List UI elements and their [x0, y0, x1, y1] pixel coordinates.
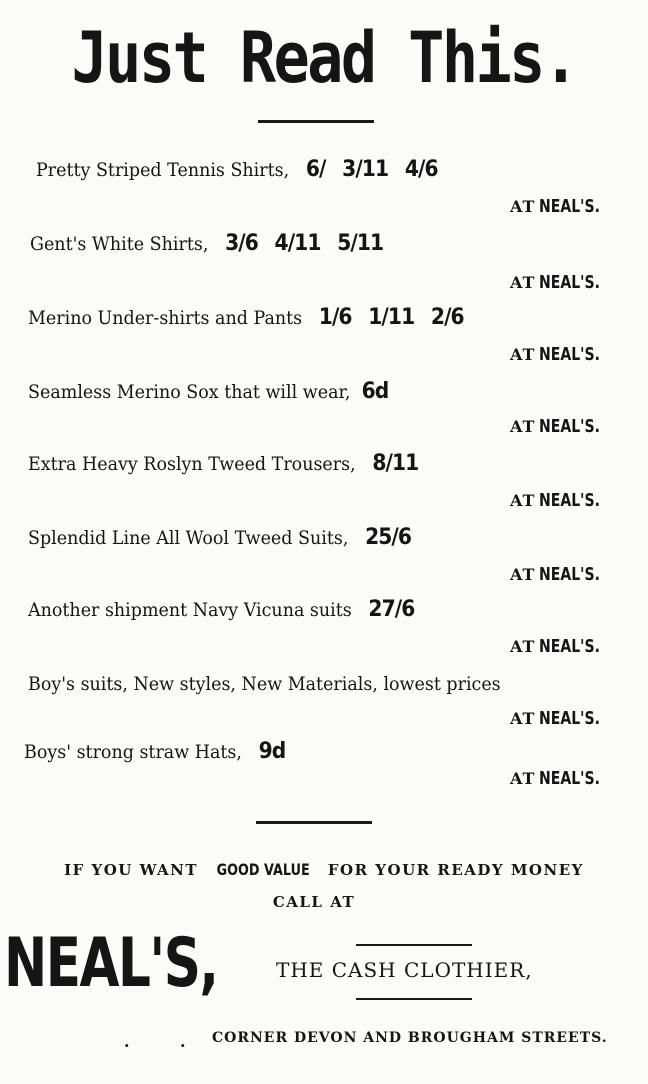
at-label: AT [510, 565, 536, 584]
item-line [28, 598, 414, 622]
item-price: 3/6 [225, 231, 258, 256]
at-label: AT [510, 709, 536, 728]
item-text: Pretty Striped Tennis Shirts, [36, 159, 290, 181]
call-to-action-line-2: CALL AT [272, 893, 356, 911]
at-label: AT [510, 637, 536, 656]
neals-label: NEAL'S. [539, 636, 601, 657]
tagline-top-rule [356, 944, 472, 946]
neals-label: NEAL'S. [539, 416, 601, 437]
at-label: AT [510, 197, 536, 216]
at-neals-line [510, 196, 618, 218]
item-line [28, 672, 501, 696]
item-line [36, 158, 438, 182]
cta-start: IF YOU WANT [64, 861, 199, 879]
item-text: Extra Heavy Roslyn Tweed Trousers, [28, 453, 356, 475]
tagline-bottom-rule [356, 998, 472, 1000]
at-neals-line [510, 564, 618, 586]
item-text: Boy's suits, New styles, New Materials, lowest prices [28, 673, 501, 695]
item-price: 1/6 [318, 305, 352, 330]
neals-label: NEAL'S. [539, 708, 601, 729]
leader-dot: . [180, 1032, 186, 1051]
brand-name: NEAL'S, [4, 924, 218, 1003]
call-to-action-line-1 [0, 860, 648, 879]
top-divider [258, 120, 374, 123]
item-price: 1/11 [368, 305, 415, 330]
item-price: 6/ [305, 157, 326, 182]
item-text: Another shipment Navy Vicuna suits [28, 599, 352, 621]
item-line [24, 740, 285, 764]
item-line [30, 232, 383, 256]
item-price: 8/11 [372, 451, 419, 476]
neals-label: NEAL'S. [539, 564, 601, 585]
item-price: 4/6 [404, 157, 438, 182]
at-label: AT [510, 273, 536, 292]
at-label: AT [510, 345, 536, 364]
item-text: Gent's White Shirts, [30, 233, 209, 255]
leader-dot: . [124, 1032, 130, 1051]
at-neals-line [510, 490, 618, 512]
headline: Just Read This. [71, 17, 577, 99]
neals-label: NEAL'S. [539, 344, 601, 365]
item-price: 9d [258, 739, 286, 764]
at-neals-line [510, 416, 618, 438]
tagline: THE CASH CLOTHIER, [276, 958, 533, 982]
item-price: 4/11 [274, 231, 321, 256]
item-text: Boys' strong straw Hats, [24, 741, 242, 763]
neals-label: NEAL'S. [539, 490, 601, 511]
item-price: 6d [361, 379, 389, 404]
at-neals-line [510, 708, 618, 730]
middle-divider [256, 821, 372, 824]
neals-label: NEAL'S. [539, 272, 601, 293]
address: CORNER DEVON AND BROUGHAM STREETS. [212, 1030, 608, 1046]
at-label: AT [510, 769, 536, 788]
neals-label: NEAL'S. [539, 196, 601, 217]
item-text: Seamless Merino Sox that will wear, [28, 381, 351, 403]
item-line [28, 452, 418, 476]
good-value-text: GOOD VALUE [216, 860, 310, 879]
at-neals-line [510, 636, 618, 658]
item-text: Merino Under-shirts and Pants [28, 307, 303, 329]
at-neals-line [510, 344, 618, 366]
item-price: 2/6 [430, 305, 464, 330]
item-line [28, 526, 411, 550]
at-neals-line [510, 768, 618, 790]
item-price: 5/11 [337, 231, 384, 256]
item-price: 3/11 [342, 157, 389, 182]
item-price: 27/6 [368, 597, 415, 622]
item-line [28, 380, 388, 404]
at-label: AT [510, 491, 536, 510]
at-label: AT [510, 417, 536, 436]
cta-end: FOR YOUR READY MONEY [327, 861, 584, 879]
item-text: Splendid Line All Wool Tweed Suits, [28, 527, 349, 549]
neals-label: NEAL'S. [539, 768, 601, 789]
item-price: 25/6 [365, 525, 412, 550]
at-neals-line [510, 272, 618, 294]
item-line [28, 306, 464, 330]
